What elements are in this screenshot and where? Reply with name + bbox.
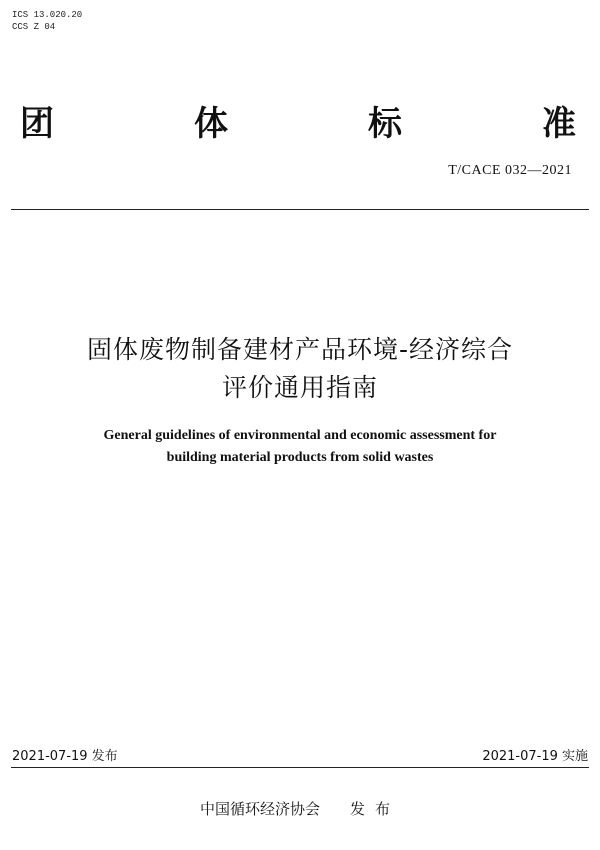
- title-chinese: [0, 331, 600, 407]
- publisher-line: [0, 798, 600, 819]
- standard-type-heading: [20, 98, 576, 142]
- standard-type-char: 标: [368, 103, 402, 144]
- implementation-date: 2021-07-19 实施: [482, 749, 588, 764]
- bottom-divider: [11, 767, 589, 768]
- title-english-line: General guidelines of environmental and economic assessment for: [103, 428, 497, 443]
- standard-number: T/CACE 032—2021: [448, 163, 572, 178]
- title-english: [0, 425, 600, 469]
- publisher-verb: 发布: [350, 800, 401, 818]
- title-chinese-line: 评价通用指南: [221, 373, 378, 402]
- standard-type-char: 团: [20, 103, 54, 144]
- issue-date: 2021-07-19 发布: [12, 749, 118, 764]
- classification-codes: [12, 9, 82, 33]
- title-english-line: building material products from solid wastes: [166, 450, 434, 465]
- publisher-name: 中国循环经济协会: [199, 800, 320, 818]
- ics-code: ICS 13.020.20: [12, 10, 83, 20]
- standard-type-char: 体: [194, 103, 228, 144]
- title-chinese-line: 固体废物制备建材产品环境-经济综合: [86, 335, 514, 364]
- standard-type-char: 准: [542, 103, 576, 144]
- ccs-code: CCS Z 04: [12, 22, 56, 32]
- top-divider: [11, 209, 589, 210]
